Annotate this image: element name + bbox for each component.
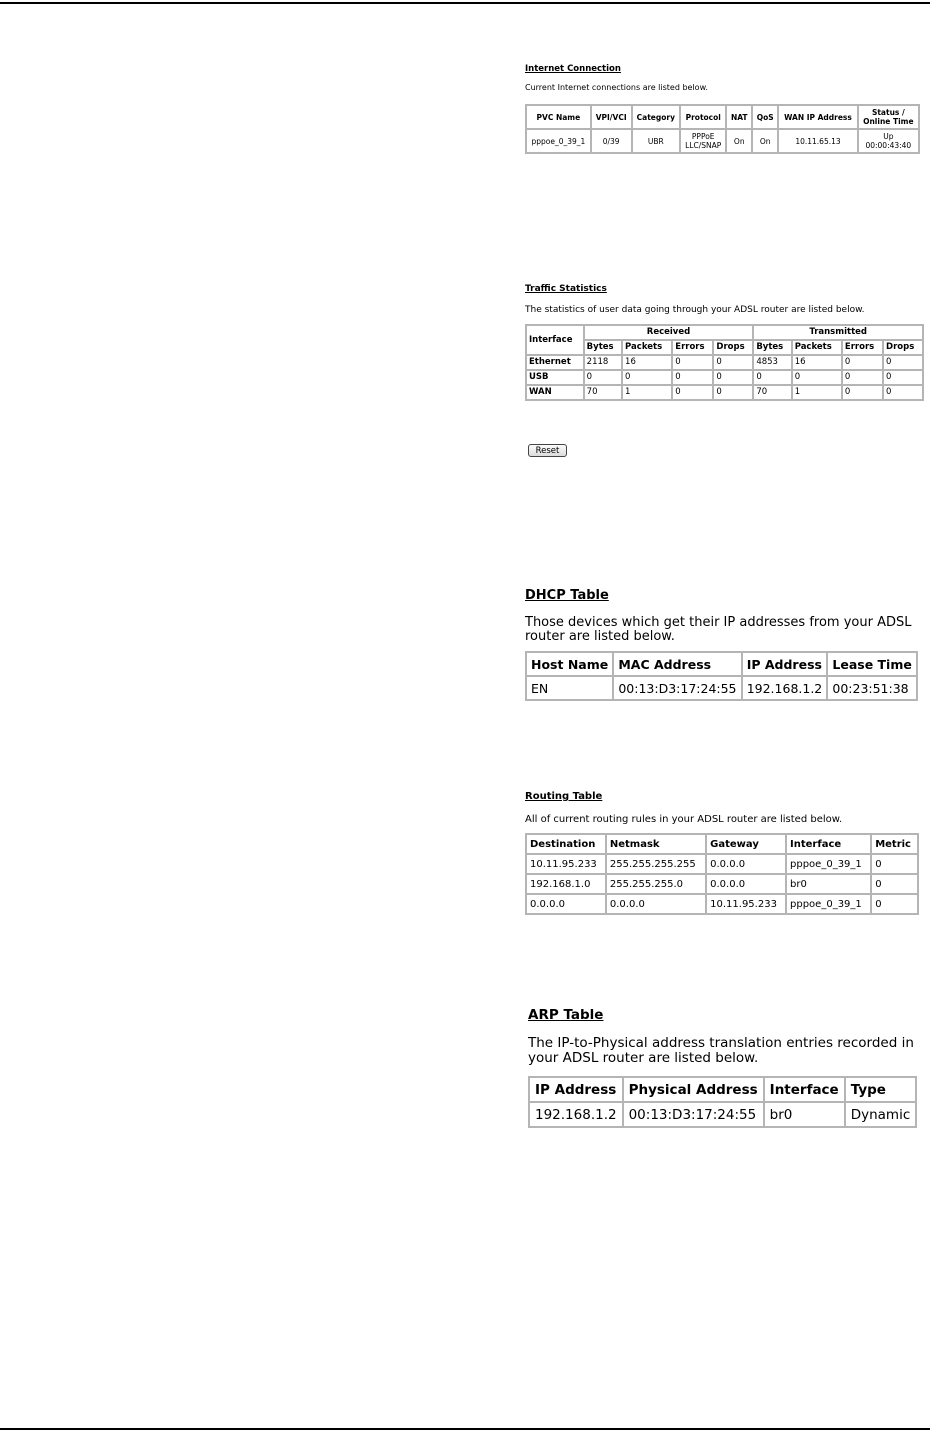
table-cell: 192.168.1.2 <box>529 1102 623 1127</box>
table-cell: 00:13:D3:17:24:55 <box>613 676 741 700</box>
top-rule <box>0 2 930 4</box>
table-row <box>526 129 919 153</box>
table-cell: On <box>752 129 778 153</box>
column-header: PVC Name <box>526 105 591 129</box>
table-cell: 0 <box>672 370 713 385</box>
column-header: WAN IP Address <box>778 105 857 129</box>
table-cell: 0 <box>842 370 883 385</box>
table-cell: br0 <box>786 874 871 894</box>
table-header-row <box>529 1077 916 1102</box>
table-cell: 1 <box>622 385 672 400</box>
table-cell: 0 <box>672 355 713 370</box>
column-header: Destination <box>526 834 606 854</box>
table-cell: pppoe_0_39_1 <box>786 894 871 914</box>
table-cell: 10.11.95.233 <box>526 854 606 874</box>
table-cell: 255.255.255.0 <box>606 874 706 894</box>
table-row <box>526 854 918 874</box>
table-cell: 0 <box>713 370 753 385</box>
column-header: Packets <box>792 340 842 355</box>
table-header-row <box>526 105 919 129</box>
status-header: Status / Online Time <box>863 108 914 126</box>
routing-table-section <box>525 791 919 915</box>
protocol-line-2: LLC/SNAP <box>685 141 722 150</box>
table-cell: 0.0.0.0 <box>706 854 786 874</box>
table-cell: 16 <box>622 355 672 370</box>
table-cell: 0 <box>842 385 883 400</box>
table-cell: 0 <box>842 355 883 370</box>
status-line-1: Up <box>883 132 894 141</box>
traffic-statistics-title: Traffic Statistics <box>525 284 607 294</box>
row-header: WAN <box>526 385 584 400</box>
table-cell: 1 <box>792 385 842 400</box>
table-cell: 0 <box>753 370 791 385</box>
column-header: IP Address <box>529 1077 623 1102</box>
dhcp-table-desc: Those devices which get their IP addresses from your ADSL router are listed below. <box>525 615 912 644</box>
column-header: Metric <box>871 834 918 854</box>
table-cell: 255.255.255.255 <box>606 854 706 874</box>
column-header: IP Address <box>742 652 828 676</box>
column-header: Drops <box>713 340 753 355</box>
table-cell: On <box>726 129 752 153</box>
table-cell: UBR <box>632 129 681 153</box>
table-cell: br0 <box>764 1102 845 1127</box>
reset-button[interactable]: Reset <box>528 444 567 457</box>
table-cell <box>858 129 919 153</box>
table-cell: 0 <box>883 385 923 400</box>
table-row <box>526 874 918 894</box>
table-cell: 0 <box>584 370 622 385</box>
table-cell: 00:23:51:38 <box>827 676 917 700</box>
column-header: Type <box>845 1077 917 1102</box>
dhcp-table-title: DHCP Table <box>525 588 609 603</box>
table-cell: 4853 <box>753 355 791 370</box>
status-line-2: 00:00:43:40 <box>865 141 912 150</box>
column-header: Bytes <box>584 340 622 355</box>
column-header: QoS <box>752 105 778 129</box>
table-cell: 0 <box>871 854 918 874</box>
table-cell: 0/39 <box>591 129 632 153</box>
table-cell: 10.11.65.13 <box>778 129 857 153</box>
table-cell: 0.0.0.0 <box>526 894 606 914</box>
table-cell: Dynamic <box>845 1102 917 1127</box>
internet-connection-section <box>525 64 920 154</box>
internet-connection-desc: Current Internet connections are listed below. <box>525 83 708 92</box>
table-cell: 192.168.1.2 <box>742 676 828 700</box>
table-cell: 0 <box>871 874 918 894</box>
table-cell: 0 <box>883 355 923 370</box>
internet-connection-table <box>525 104 920 154</box>
table-cell: 10.11.95.233 <box>706 894 786 914</box>
column-header: Drops <box>883 340 923 355</box>
arp-table <box>528 1076 917 1128</box>
column-header: Errors <box>672 340 713 355</box>
traffic-statistics-desc: The statistics of user data going through your ADSL router are listed below. <box>525 305 865 315</box>
column-header: Interface <box>764 1077 845 1102</box>
table-row <box>526 385 923 400</box>
column-header: Interface <box>786 834 871 854</box>
table-cell: 70 <box>753 385 791 400</box>
transmitted-header: Transmitted <box>753 325 923 340</box>
table-cell: 192.168.1.0 <box>526 874 606 894</box>
routing-table <box>525 833 919 915</box>
table-cell: 00:13:D3:17:24:55 <box>623 1102 764 1127</box>
table-row <box>526 355 923 370</box>
column-header: Lease Time <box>827 652 917 676</box>
table-row <box>526 894 918 914</box>
column-header: VPI/VCI <box>591 105 632 129</box>
column-header: Protocol <box>680 105 726 129</box>
table-cell: 0 <box>672 385 713 400</box>
table-subheader-row <box>526 340 923 355</box>
routing-table-title: Routing Table <box>525 791 603 802</box>
table-header-row <box>526 834 918 854</box>
column-header: Gateway <box>706 834 786 854</box>
table-cell: 0.0.0.0 <box>606 894 706 914</box>
dhcp-table <box>525 651 918 701</box>
column-header <box>858 105 919 129</box>
received-header: Received <box>584 325 754 340</box>
table-cell: 16 <box>792 355 842 370</box>
table-row <box>526 676 917 700</box>
bottom-rule <box>0 1428 930 1430</box>
table-cell: pppoe_0_39_1 <box>526 129 591 153</box>
table-cell: 0 <box>622 370 672 385</box>
column-header: Packets <box>622 340 672 355</box>
traffic-statistics-table <box>525 324 924 401</box>
internet-connection-title: Internet Connection <box>525 64 621 74</box>
column-header: Bytes <box>753 340 791 355</box>
arp-table-section <box>528 1006 923 1128</box>
row-header: USB <box>526 370 584 385</box>
column-header: NAT <box>726 105 752 129</box>
interface-header: Interface <box>526 325 584 355</box>
table-cell: 0 <box>871 894 918 914</box>
column-header: Host Name <box>526 652 613 676</box>
table-cell: 0 <box>883 370 923 385</box>
row-header: Ethernet <box>526 355 584 370</box>
arp-table-title: ARP Table <box>528 1007 604 1023</box>
dhcp-table-section <box>525 588 920 701</box>
table-cell: 2118 <box>584 355 622 370</box>
table-header-row <box>526 652 917 676</box>
table-cell: 0 <box>792 370 842 385</box>
table-cell: pppoe_0_39_1 <box>786 854 871 874</box>
traffic-statistics-section <box>525 284 924 401</box>
table-cell <box>680 129 726 153</box>
arp-table-desc: The IP-to-Physical address translation entries recorded in your ADSL router are listed below. <box>528 1035 914 1066</box>
protocol-line-1: PPPoE <box>691 132 715 141</box>
column-header: Errors <box>842 340 883 355</box>
column-header: Netmask <box>606 834 706 854</box>
table-cell: 0.0.0.0 <box>706 874 786 894</box>
column-header: Physical Address <box>623 1077 764 1102</box>
table-cell: 70 <box>584 385 622 400</box>
table-cell: 0 <box>713 355 753 370</box>
column-header: MAC Address <box>613 652 741 676</box>
table-cell: EN <box>526 676 613 700</box>
table-row <box>526 370 923 385</box>
table-row <box>529 1102 916 1127</box>
column-header: Category <box>632 105 681 129</box>
routing-table-desc: All of current routing rules in your ADSL router are listed below. <box>525 814 843 825</box>
table-header-row <box>526 325 923 340</box>
table-cell: 0 <box>713 385 753 400</box>
